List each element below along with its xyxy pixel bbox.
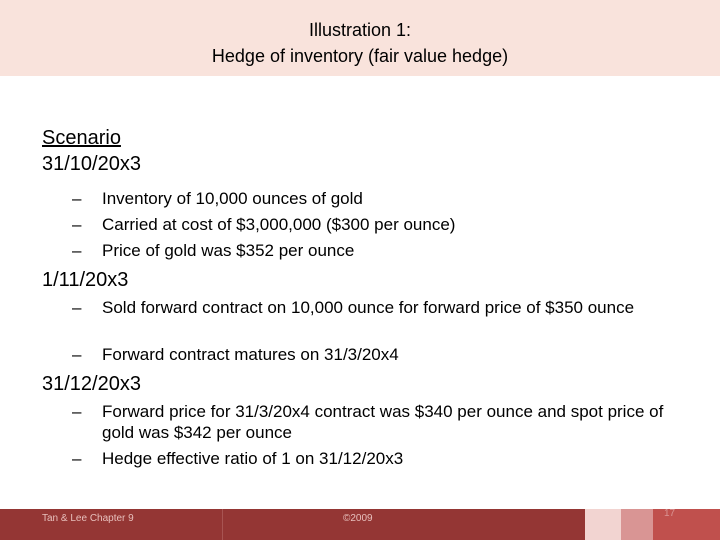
- slide-title-line-1: Illustration 1:: [308, 20, 412, 40]
- bullet-text: Hedge effective ratio of 1 on 31/12/20x3: [102, 449, 404, 468]
- bullet-text: Price of gold was $352 per ounce: [102, 241, 355, 260]
- bullet-dash: –: [72, 345, 82, 364]
- bullet-text: Inventory of 10,000 ounces of gold: [102, 189, 363, 208]
- bullet-text: Sold forward contract on 10,000 ounce for forward price of $350 ounce: [102, 298, 635, 317]
- bullet-dash: –: [72, 241, 82, 260]
- scenario-heading: Scenario: [42, 127, 121, 149]
- bullet-text: Carried at cost of $3,000,000 ($300 per ounce): [102, 215, 456, 234]
- footer-chapter-label: Tan & Lee Chapter 9: [42, 513, 134, 524]
- footer-page-number: 17: [664, 508, 676, 519]
- date-heading-31-10-20x3: 31/10/20x3: [42, 153, 141, 175]
- bullet-item: [72, 401, 682, 443]
- bullet-text: Forward price for 31/3/20x4 contract was $340 per ounce and spot price of gold was $342 per ounce: [102, 402, 664, 442]
- slide-title: [0, 0, 720, 76]
- bullet-item: [72, 188, 682, 209]
- slide-title-line-2: Hedge of inventory (fair value hedge): [211, 46, 509, 66]
- footer-accent-mid: [621, 509, 653, 540]
- bullet-item: [72, 214, 682, 235]
- bullet-dash: –: [72, 298, 82, 317]
- bullet-item: [72, 240, 682, 261]
- footer-accent-light: [585, 509, 621, 540]
- date-heading-31-12-20x3: 31/12/20x3: [42, 373, 141, 395]
- bullet-item: [72, 297, 682, 318]
- bullet-item: [72, 448, 682, 469]
- bullet-text: Forward contract matures on 31/3/20x4: [102, 345, 399, 364]
- bullet-dash: –: [72, 449, 82, 468]
- footer-copyright: ©2009: [343, 513, 373, 524]
- bullet-dash: –: [72, 215, 82, 234]
- date-heading-1-11-20x3: 1/11/20x3: [42, 269, 129, 291]
- bullet-dash: –: [72, 402, 82, 421]
- bullet-dash: –: [72, 189, 82, 208]
- bullet-item: [72, 344, 682, 365]
